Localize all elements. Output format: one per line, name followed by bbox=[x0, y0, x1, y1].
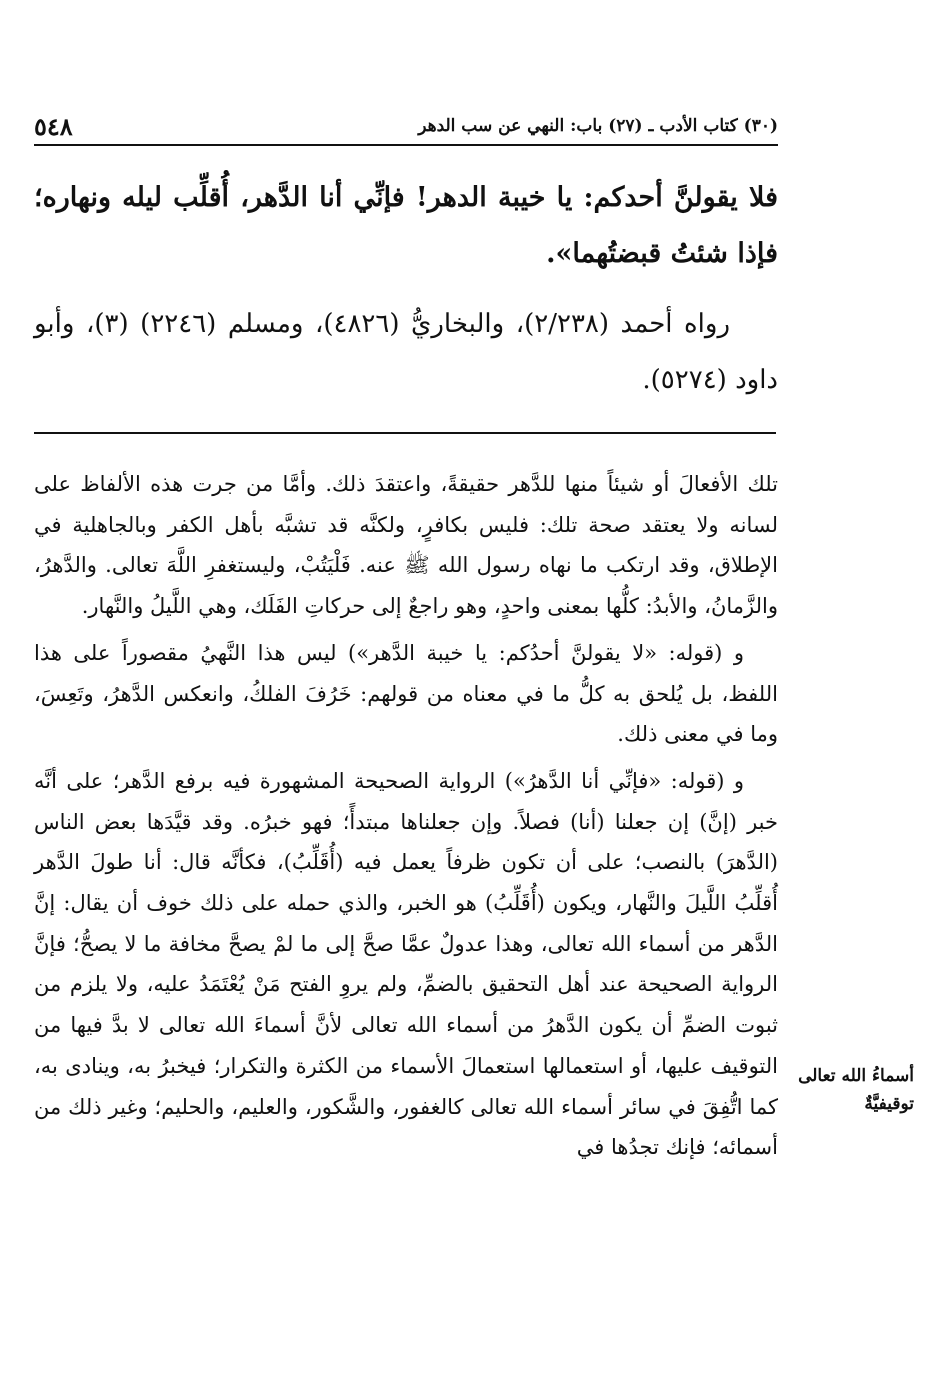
commentary bbox=[34, 464, 778, 1174]
hadith-source-text: رواه أحمد (٢/٢٣٨)، والبخاريُّ (٤٨٢٦)، ومسلم (٢٢٤٦) (٣)، وأبو داود (٥٢٧٤). bbox=[34, 309, 778, 395]
hadith-source bbox=[34, 296, 778, 408]
running-title: (٣٠) كتاب الأدب ـ (٢٧) باب: النهي عن سب الدهر bbox=[418, 116, 778, 136]
commentary-paragraph: تلك الأفعالَ أو شيئاً منها للدَّهر حقيقةً، واعتقدَ ذلك. وأمَّا من جرت هذه الألفاظ على لسانه ولا يعتقد صحة تلك: فليس بكافرٍ، ولكنَّه قد تشبَّه بأهل الكفر وبالجاهلية في الإطلاق، وقد ارتكب ما نهاه رسول الله ﷺ عنه. فَلْيَتُبْ، وليستغفرِ اللَّهَ تعالى. والدَّهرُ، والزَّمانُ، والأبدُ: كلُّها بمعنى واحدٍ، وهو راجعٌ إلى حركاتِ الفَلَك، وهي اللَّيلُ والنَّهار. bbox=[34, 472, 778, 619]
hadith-text: فلا يقولنَّ أحدكم: يا خيبة الدهر! فإنِّي أنا الدَّهر، أُقلِّب ليله ونهاره؛ فإذا شئتُ قبضتُهما». bbox=[34, 182, 778, 269]
commentary-paragraph-text: و (قوله: «لا يقولنَّ أحدُكم: يا خيبة الدَّهر») ليس هذا النَّهيُ مقصوراً على هذا اللفظ، بل يُلحق به كلُّ ما في معناه من قولهم: خَرُفَ الفلكُ، وانعكس الدَّهرُ، وتَعِسَ، وما في معنى ذلك. bbox=[34, 640, 778, 747]
page-header bbox=[34, 110, 778, 146]
commentary-paragraph-text: و (قوله: «فإنِّي أنا الدَّهرُ») الرواية الصحيحة المشهورة فيه برفع الدَّهر؛ على أنَّه خبر (إنَّ) إن جعلنا (أنا) فصلاً. وإن جعلناها مبتدأً؛ فهو خبرُه. وقد قيَّدَها بعض الناس (الدَّهرَ) بالنصب؛ على أن تكون ظرفاً يعمل فيه (أُقَلِّبُ)، فكأنَّه قال: أنا طولَ الدَّهر أُقلِّبُ اللَّيلَ والنَّهار، ويكون (أُقَلِّبُ) هو الخبر، والذي حمله على ذلك خوف أن يقال: إنَّ الدَّهر من أسماء الله تعالى، وهذا عدولٌ عمَّا صحَّ إلى ما لمْ يصحَّ مخافة ما لا يصحُّ؛ فإنَّ الرواية الصحيحة عند أهل التحقيق بالضمِّ، ولم يروِ الفتح مَنْ يُعْتَمَدُ عليه، ولا يلزم من ثبوت الضمِّ أن يكون الدَّهرُ من أسماء الله تعالى لأنَّ أسماءَ الله تعالى لا بدَّ فيها من التوقيف عليها، أو استعمالها استعمالَ الأسماء من الكثرة والتكرار؛ فيخبرُ به، وينادى به، كما اتُّفِقَ في سائر أسماء الله تعالى كالغفور، والشَّكور، والعليم، والحليم؛ وغير ذلك من أسمائه؛ فإنك تجدُها في bbox=[34, 768, 778, 1160]
margin-note: أسماءُ الله تعالى توقيفيَّةٌ bbox=[798, 1066, 914, 1114]
section-divider bbox=[34, 432, 776, 434]
page-number: ٥٤٨ bbox=[34, 112, 73, 141]
commentary-paragraph bbox=[34, 761, 778, 1168]
commentary-paragraph bbox=[34, 633, 778, 755]
